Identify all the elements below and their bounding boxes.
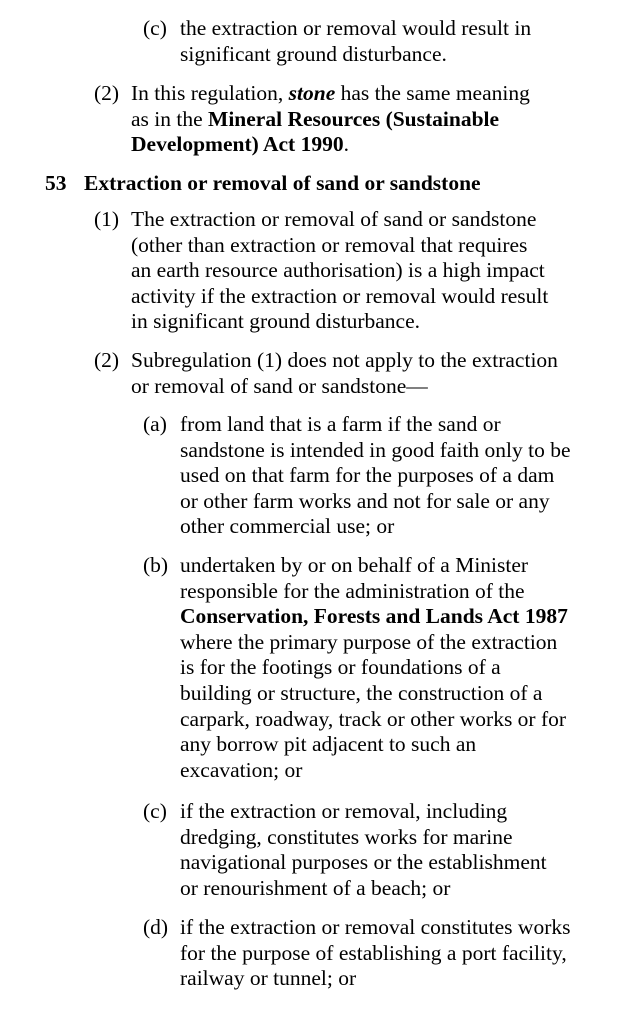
text-line: excavation; or [180,757,303,782]
text-line: railway or tunnel; or [180,966,357,991]
text-line: or other farm works and not for sale or any [180,488,550,513]
text-line: Subregulation (1) does not apply to the extraction [131,348,558,372]
text-line: in significant ground disturbance. [131,309,420,334]
text-line: if the extraction or removal, including [180,799,508,823]
text-line: carpark, roadway, track or other works or for [180,706,567,731]
text-line: responsible for the administration of the [180,578,525,603]
text-line: an earth resource authorisation) is a high impact [131,258,545,283]
text-line: undertaken by or on behalf of a Minister [180,553,529,577]
text-line: The extraction or removal of sand or sandstone [131,207,537,231]
text-line: Development) Act 1990. [131,132,349,157]
text-line: navigational purposes or the establishment [180,850,547,875]
text-line: In this regulation, stone has the same meaning [131,81,530,105]
subregulation-label: (2) [94,348,120,372]
paragraph-label: (a) [143,412,167,436]
regulation-title: Extraction or removal of sand or sandstone [84,171,481,195]
act-citation: Development) Act 1990 [131,132,344,157]
text-line: dredging, constitutes works for marine [180,824,513,849]
text-line: for the purpose of establishing a port facility, [180,940,567,965]
paragraph-label: (c) [143,16,167,40]
paragraph-label: (c) [143,799,167,823]
text-line: other commercial use; or [180,514,395,539]
paragraph-label: (d) [143,915,169,939]
text-line: sandstone is intended in good faith only to be [180,437,571,462]
subregulation-label: (2) [94,81,120,105]
text-line: (other than extraction or removal that requires [131,232,528,257]
text-line: activity if the extraction or removal would result [131,283,549,308]
subregulation-label: (1) [94,207,120,231]
text-line: building or structure, the construction of a [180,680,543,705]
text-line: from land that is a farm if the sand or [180,412,501,436]
defined-term: stone [288,81,336,105]
act-citation: Mineral Resources (Sustainable [208,106,500,131]
act-citation: Conservation, Forests and Lands Act 1987 [180,604,568,629]
text-line [180,604,568,630]
text-line: used on that farm for the purposes of a dam [180,463,555,488]
text-line: if the extraction or removal constitutes works [180,915,571,939]
text-line: or removal of sand or sandstone— [131,373,428,398]
text-line: as in the Mineral Resources (Sustainable [131,106,500,131]
text-line: or renourishment of a beach; or [180,875,451,900]
paragraph-label: (b) [143,553,169,577]
text-line: where the primary purpose of the extraction [180,629,558,654]
regulation-number: 53 [45,171,67,195]
text-line: any borrow pit adjacent to such an [180,732,477,757]
text-line: is for the footings or foundations of a [180,655,501,680]
text-line: the extraction or removal would result in [180,16,532,40]
text-line: significant ground disturbance. [180,41,447,66]
